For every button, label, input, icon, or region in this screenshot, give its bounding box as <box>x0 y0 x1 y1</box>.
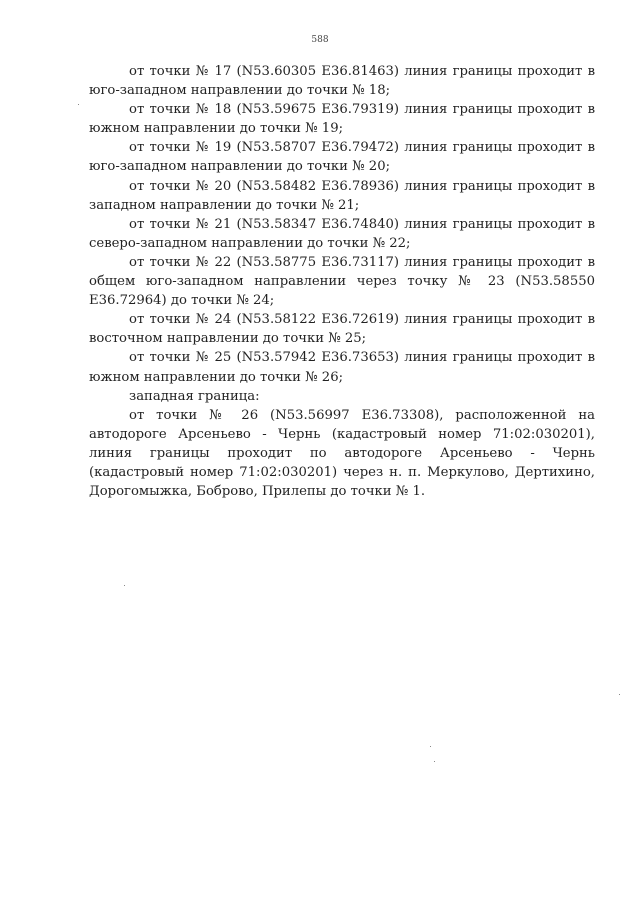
section-heading-western-border: западная граница: <box>129 388 260 404</box>
scan-speck <box>124 585 125 586</box>
paragraph-point-17: от точки № 17 (N53.60305 E36.81463) линия границы проходит в юго-западном направлении до точки № 18; <box>89 64 595 99</box>
paragraph-point-18: от точки № 18 (N53.59675 E36.79319) линия границы проходит в южном направлении до точки № 19; <box>89 102 595 137</box>
scan-speck <box>619 694 620 695</box>
page-number: 588 <box>311 35 329 45</box>
paragraph-point-22: от точки № 22 (N53.58775 E36.73117) линия границы проходит в общем юго-западном направлении через точку № 23 (N53.58550 E36.72964) до точки № 24; <box>89 254 595 309</box>
paragraph-point-21: от точки № 21 (N53.58347 E36.74840) линия границы проходит в северо-западном направлении до точки № 22; <box>89 216 595 251</box>
paragraph-point-25: от точки № 25 (N53.57942 E36.73653) линия границы проходит в южном направлении до точки № 26; <box>89 350 595 385</box>
paragraph-point-20: от точки № 20 (N53.58482 E36.78936) линия границы проходит в западном направлении до точки № 21; <box>89 178 595 213</box>
scan-speck <box>434 761 435 762</box>
paragraph-point-26: от точки № 26 (N53.56997 E36.73308), расположенной на автодороге Арсеньево - Чернь (кадастровый номер 71:02:030201), линия границы проходит по автодороге Арсеньево - Чернь (кадастровый номер 71:02:030201) через н. п. Меркулово, Дертихино, Дорогомыжка, Боброво, Прилепы до точки № 1. <box>89 407 595 500</box>
document-body <box>89 62 595 501</box>
paragraph-point-24: от точки № 24 (N53.58122 E36.72619) линия границы проходит в восточном направлении до точки № 25; <box>89 312 595 347</box>
paragraph-point-19: от точки № 19 (N53.58707 E36.79472) линия границы проходит в юго-западном направлении до точки № 20; <box>89 140 595 175</box>
scan-speck <box>430 746 431 747</box>
scan-speck <box>78 104 79 105</box>
